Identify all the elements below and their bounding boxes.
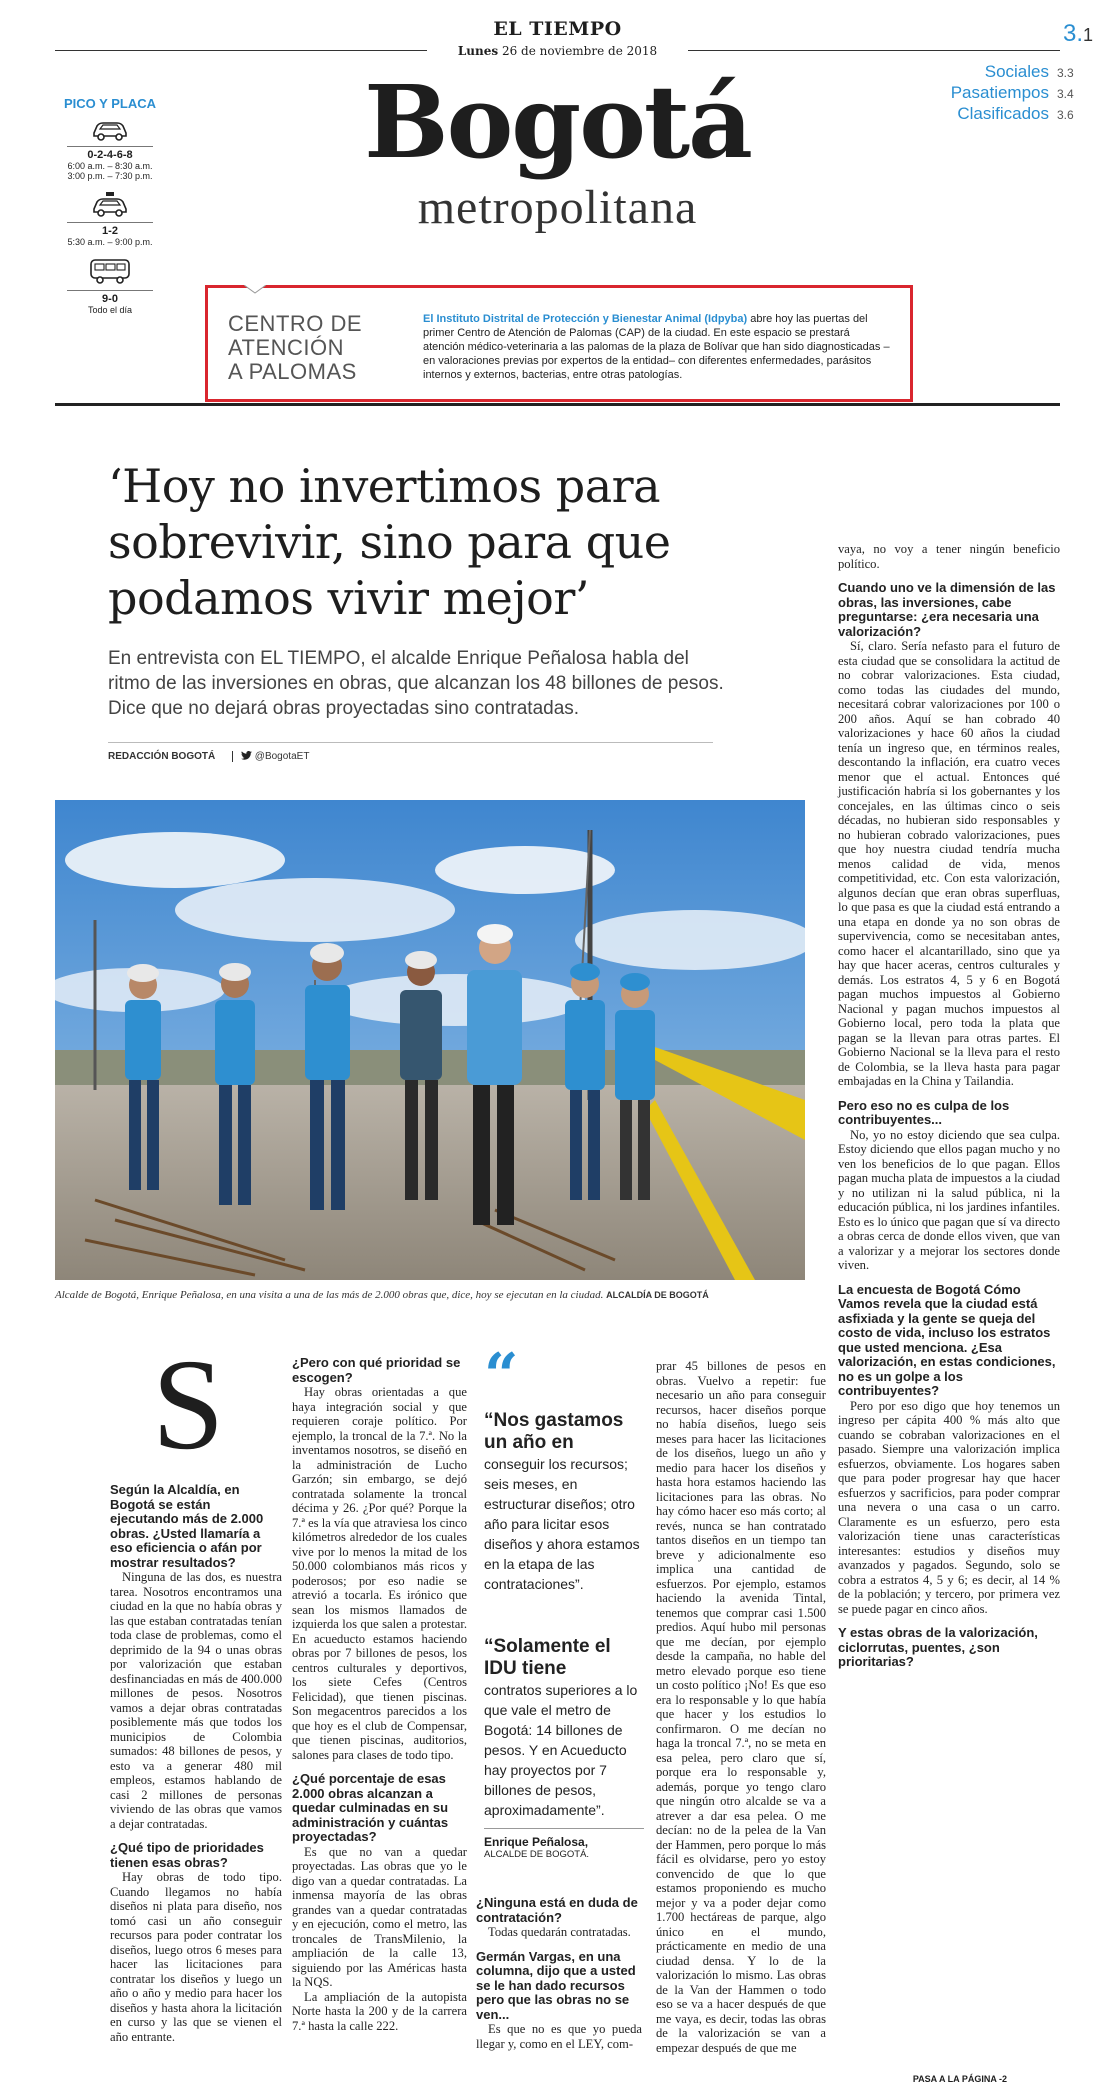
photo-credit: ALCALDÍA DE BOGOTÁ [606,1290,709,1300]
interview-question: Pero eso no es culpa de los contribuyentes... [838,1097,1010,1127]
edition-date: Lunes 26 de noviembre de 2018 [457,44,658,58]
pull-quote-1: “Nos gastamos un año en conseguir los recursos; seis meses, en estructurar diseños; otro año para licitar esos diseños y ahora estamos en la etapa de las contrataciones”. [484,1410,640,1592]
paragraph: La ampliación de la autopista Norte hasta la 200 y de la carrera 7.ª hasta la calle 222. [292,1989,467,2033]
paragraph: Hay obras de todo tipo. Cuando llegamos no había diseños ni plata para diseño, nos tomó casi un año conseguir recursos para poder contratar los diseños, luego otros 6 meses para hacer las licitaciones para contratar los diseños y luego un año o año y medio para hacer los diseños y hasta ahora la licitación en curso y las que se vienen el año entrante. [110,1870,282,2044]
pico-hours: 6:00 a.m. – 8:30 a.m. [67,161,153,171]
paragraph: vaya, no voy a tener ningún beneficio político. [838,542,1060,571]
paragraph: Pero por eso digo que hoy tenemos un ingreso per cápita 400 % más alto que cuando se cobraban valorizaciones en el pasado. Siempre una valorización implica esfuerzos, obviamente. Los hogares saben que para poder progresar hay que hacer esfuerzos y sacrificios, para poder comprar una nevera o una casa o un carro. Claramente es un esfuerzo, pero esta valorización tiene unas características interesantes: estudios y diseños muy avanzados y pagados. Segundo, solo se cobra a estratos 4, 5 y 6; es decir, al 14 % de la población; y tercero, por primera vez se puede pagar en cinco años. [838,1398,1060,1616]
notice-text: El Instituto Distrital de Protección y Bienestar Animal (Idpyba) abre hoy las puertas del primer Centro de Atención de Palomas (CAP) de la ciudad. En este espacio se prestará atención médico-veterinaria a las palomas de la plaza de Bolívar que han sido diagnosticadas –en valoraciones previas por expertos de la entidad– con diferentes enfermedades, parásitos internos y externos, bacterias, entre otras patologías. [423,313,890,381]
photo-caption: Alcalde de Bogotá, Enrique Peñalosa, en una visita a una de las más de 2.000 obras que, dice, hoy se ejecutan en la ciudad. ALCALDÍA DE BOGOTÁ [55,1289,709,1301]
pull-quote-2: “Solamente el IDU tiene contratos superiores a lo que vale el metro de Bogotá: 14 billones de pesos. Y en Acueducto hay proyectos por 7 billones de pesos, aproximadamente”. Enrique Peñalosa, ALCALDE DE BOGOTÁ. [484,1636,644,1860]
notice-label: CENTRO DE ATENCIÓN A PALOMAS [228,311,363,384]
drop-cap: S [152,1333,225,1477]
pico-hours: Todo el día [87,305,133,315]
paragraph: No, yo no estoy diciendo que sea culpa. Estoy diciendo que ellos pagan mucho y no ven los beneficios de lo que pagan. Ellos pagan mucha plata de impuestos a la ciudad y no utilizan ni la salud pública, ni la educación pública, ni los jardines infantiles. Esto es lo único que pagan que sí va directo a obras cerca de donde ellos viven, que van a valorizar y a mejorar los sectores donde viven. [838,1127,1060,1272]
interview-question: Según la Alcaldía, en Bogotá se están ejecutando más de 2.000 obras. ¿Usted llamaría a eso eficiencia o afán por mostrar resultados? [110,1482,264,1570]
pico-hours: 5:30 a.m. – 9:00 p.m. [67,237,153,247]
pico-y-placa-title: PICO Y PLACA [64,96,156,111]
bus-icon [88,257,132,285]
pico-group-taxi [67,191,153,223]
paragraph: Es que no es que yo pueda llegar y, como en el LEY, com- [476,2022,642,2051]
article-column-5 [838,542,1060,1670]
interview-question: ¿Ninguna está en duda de contratación? [476,1895,638,1925]
article-column-4 [656,1359,826,2055]
page-number: 3.1 [1062,20,1093,47]
pico-digits: 9-0 [102,293,118,305]
taxi-icon [90,191,130,217]
pico-group-car [67,117,153,147]
article-photo [55,800,805,1280]
pigeon-center-notice [205,285,913,402]
quote-author: Enrique Peñalosa, [484,1828,644,1849]
paragraph: Sí, claro. Sería nefasto para el futuro de esta ciudad que se consolidara la actitud de no cobrar valorizaciones. Esta ciudad, como todas las ciudades del mundo, necesitará cobrar valorizaciones por 100 o 200 años. Aquí se han cobrado 40 valorizaciones y hace 60 años la ciudad tenía un ingreso que, en términos reales, descontando la inflación, era cuatro veces menor que el actual. Entonces qué justificación habría si los gobernantes y los concejales, en las últimas cinco o seis décadas, no hubieran sido responsables y no hubieran cobrado valorizaciones, pues que hoy nuestra ciudad tendría mucha menos calidad de vida, menos competitividad, etc. Con esta valorización, algunos decían que eran obras superfluas, lo que pasa es que la ciudad está entrando a una etapa en donde ya no son obras de supervivencia, como se necesitaban antes, como hacer el alcantarillado, sino que ya hay que hacer aceras, centros culturales y demás. Los estratos 4, 5 y 6 en Bogotá pagan muchos impuestos al Gobierno Nacional y pagan muchos impuestos al Gobierno local, pero toda la plata que pagan se la llevan para otras partes. El Gobierno Nacional se la lleva para el resto de Colombia, se la lleva hasta para pagar embajadas en la China y Tailandia. [838,639,1060,1088]
quote-mark-icon: “ [484,1341,519,1411]
toc-item[interactable]: Pasatiempos 3.4 [950,83,1074,102]
interview-question: ¿Pero con qué prioridad se escogen? [292,1355,461,1385]
section-subtitle: metropolitana [417,181,698,234]
toc-item[interactable]: Clasificados 3.6 [957,104,1074,123]
paragraph: Es que no van a quedar proyectadas. Las obras que yo le digo van a quedar contratadas. La inmensa mayoría de las obras grandes van a quedar contratadas y en ejecución, como el metro, las troncales de TransMilenio, la ampliación de la calle 13, siguiendo por las Américas hasta la NQS. [292,1844,467,1989]
quote-author-role: ALCALDE DE BOGOTÁ. [484,1849,590,1860]
pico-hours: 3:00 p.m. – 7:30 p.m. [67,171,153,181]
paragraph: Hay obras orientadas a que haya integración social y que requieren coraje político. Por ejemplo, la troncal de la 7.ª. No la inventamos nosotros, se diseñó en la administración de Lucho Garzón; sin embargo, se dejó contratada solamente la troncal décima y 26. ¿Por qué? Porque la 7.ª es la vía que atraviesa los cinco kilómetros alrededor de los cuales vive por lo menos la mitad de los 50.000 colombianos más ricos y poderosos; por eso nadie se atrevió a tocarla. Es irónico que sean los mismos llamados de izquierda los que salen a protestar. En acueducto estamos haciendo obras por 7 billones de pesos, los centros culturales y deportivos, los siete Cefes (Centros Felicidad), que tienen piscinas. Son megacentros parecidos a los que hoy es el club de Compensar, que tienen piscinas, auditorios, salones para clases de todo tipo. [292,1385,467,1762]
pico-digits: 1-2 [102,225,118,237]
byline: REDACCIÓN BOGOTÁ @BogotaET [108,742,713,762]
continue-link[interactable]: PASA A LA PÁGINA -2 [912,2074,1007,2084]
interview-question: ¿Qué porcentaje de esas 2.000 obras alcanzan a quedar culminadas en su administración y cuántas proyectadas? [292,1771,449,1844]
newspaper-name: EL TIEMPO [493,18,622,40]
construction-site-photo [55,800,805,1280]
notice-tab-icon [244,285,266,295]
article-column-1 [110,1483,282,2044]
article-column-3 [476,1896,642,2051]
section-title: Bogotá [364,63,751,181]
interview-question: La encuesta de Bogotá Cómo Vamos revela que la ciudad está asfixiada y la gente se queja del costo de vida, incluso los estratos que usted menciona. ¿Esa valorización, en estas condiciones, no es un golpe a los contribuyentes? [838,1281,1056,1398]
interview-question: Y estas obras de la valorización, ciclorrutas, puentes, ¿son prioritarias? [838,1625,1038,1669]
article-headline: ‘Hoy no invertimos para sobrevivir, sino para que podamos vivir mejor’ [108,459,671,625]
twitter-bird-icon [241,751,252,760]
interview-question: Germán Vargas, en una columna, dijo que a usted se le han dado recursos pero que las obras no se ven... [476,1948,636,2022]
pico-y-placa-box [55,96,165,315]
toc-item[interactable]: Sociales 3.3 [984,62,1074,81]
article-deck: En entrevista con EL TIEMPO, el alcalde Enrique Peñalosa habla del ritmo de las inversiones en obras, que alcanzan los 48 billones de pesos. Dice que no dejará obras proyectadas sino contratadas. [108,648,724,719]
car-icon [90,117,130,141]
pico-digits: 0-2-4-6-8 [87,149,133,161]
paragraph: prar 45 billones de pesos en obras. Vuelvo a repetir: fue necesario un año para conseguir recursos, hacer diseños porque no había diseños, luego seis meses para hacer las licitaciones de los diseños, luego un año y medio para hacer los diseños y hasta hora estamos haciendo las licitaciones para las obras. No hay cómo hacer eso más corto; al revés, nunca se han contratado tantos diseños en un tiempo tan breve y adicionalmente eso implica una cantidad de esfuerzos. Por ejemplo, estamos haciendo la avenida Tintal, tenemos que comprar casi 1.500 predios. Aquí hubo mil personas que me decían, por ejemplo desde la campaña, no hable del metro elevado porque eso tiene un costo político ¡No! Es que eso era lo responsable y lo que había que hacer y los estudios lo confirmaron. O me decían no haga la troncal 7.ª, no se meta en esa pelea, pero claro que sí, porque era lo responsable y, además, porque yo tengo claro que ningún otro alcalde se va a atrever a dar esa pelea. O me decían: no de la pelea de la Van der Hammen, pero porque lo más fácil es olvidarse, pero yo estoy convencido de que lo que estamos proponiendo es mucho mejor y va a poder dejar como 1.700 hectáreas de parque, algo único en el mundo, prácticamente en medio de una ciudad densa. Y lo de la valorización lo mismo. Las obras de la Van der Hammen o todo eso se va a hacer después de que me vaya, es decir, todas las obras de la valorización se van a empezar después de que me [656,1359,826,2055]
paragraph: Todas quedarán contratadas. [488,1925,631,1939]
pico-group-bus [67,257,153,291]
pull-quotes [484,1341,644,1860]
paragraph: Ninguna de las dos, es nuestra tarea. Nosotros encontramos una ciudad en la que no había obras y las que estaban contratadas tenían toda clase de problemas, como el deprimido de la 94 o unas obras por valorización que estaban desfinanciadas en más de 400.000 millones de pesos. Nosotros vamos a dejar obras contratadas posiblemente más que todos los municipios de Colombia sumados: 48 billones de pesos, y esto va a generar 480 mil empleos, estamos hablando de casi 2 millones de personas viviendo de las obras que vamos a dejar contratadas. [110,1570,282,1831]
interview-question: Cuando uno ve la dimensión de las obras, las inversiones, cabe preguntarse: ¿era necesaria una valorización? [838,580,1056,639]
twitter-handle[interactable]: @BogotaET [232,751,309,762]
section-divider [55,403,1060,406]
article-column-2 [292,1356,467,2033]
interview-question: ¿Qué tipo de prioridades tienen esas obras? [110,1840,264,1870]
